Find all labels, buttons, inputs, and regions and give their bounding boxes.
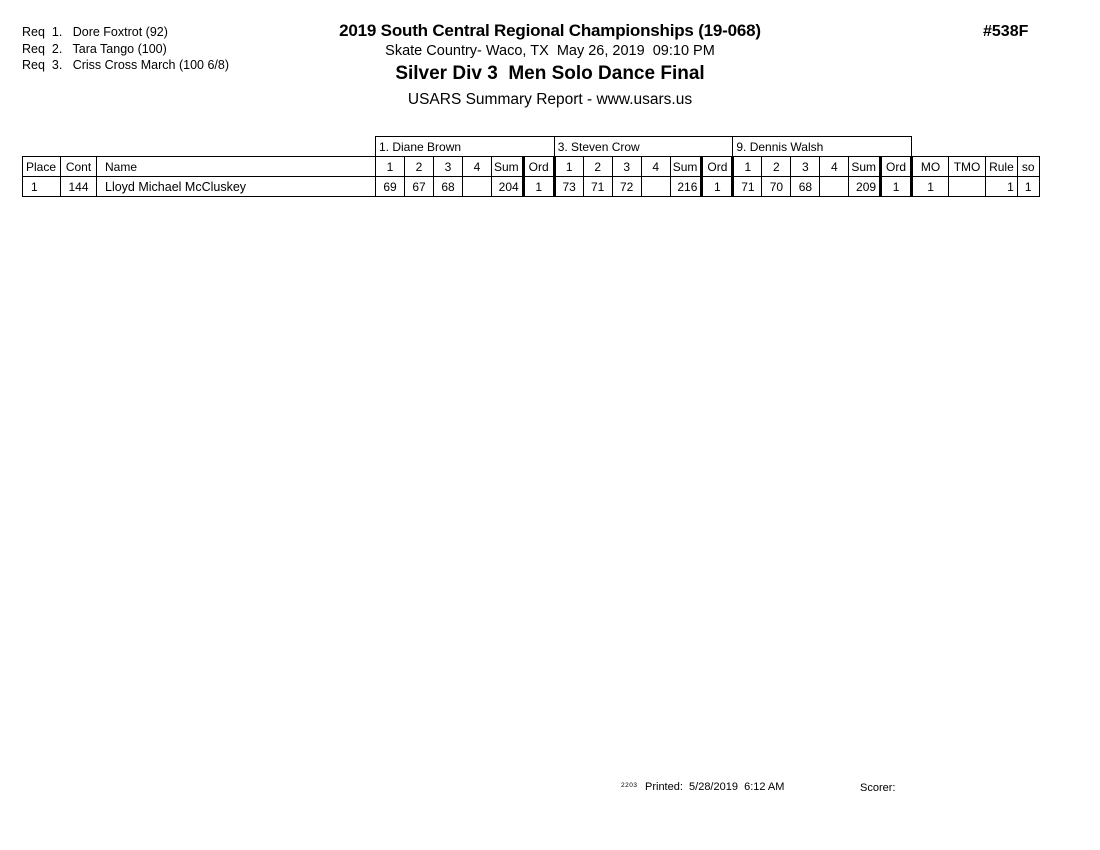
col-header-mo: MO — [912, 157, 949, 177]
j2-score-1: 73 — [554, 177, 583, 197]
j3-score-2: 70 — [762, 177, 791, 197]
j3-sum: 209 — [849, 177, 881, 197]
j1-sum: 204 — [492, 177, 524, 197]
judge-row-left-spacer — [23, 137, 376, 157]
col-header-j1-ord: Ord — [523, 157, 554, 177]
j3-score-4 — [820, 177, 849, 197]
j3-score-3: 68 — [791, 177, 820, 197]
col-header-so: so — [1017, 157, 1039, 177]
result-mo: 1 — [912, 177, 949, 197]
col-header-rule: Rule — [986, 157, 1018, 177]
col-header-place: Place — [23, 157, 61, 177]
j2-sum: 216 — [670, 177, 702, 197]
col-header-j3-ord: Ord — [881, 157, 912, 177]
result-skater-name: Lloyd Michael McCluskey — [97, 177, 376, 197]
j2-score-3: 72 — [612, 177, 641, 197]
result-cont-number: 144 — [61, 177, 97, 197]
requirement-line-2: Req 2. Tara Tango (100) — [22, 41, 167, 56]
judge-3-name: 9. Dennis Walsh — [733, 137, 912, 157]
scorer-label: Scorer: — [860, 782, 896, 794]
col-header-tmo: TMO — [949, 157, 986, 177]
col-header-j1-3: 3 — [434, 157, 463, 177]
col-header-j2-ord: Ord — [702, 157, 733, 177]
j2-ordinal: 1 — [702, 177, 733, 197]
form-number: #538F — [983, 23, 1029, 40]
j1-ordinal: 1 — [523, 177, 554, 197]
col-header-cont: Cont — [61, 157, 97, 177]
j1-score-2: 67 — [405, 177, 434, 197]
championship-title: 2019 South Central Regional Championships (19-068) — [339, 21, 761, 40]
version-number: 2203 — [621, 782, 638, 789]
column-header-row — [23, 157, 1040, 177]
col-header-j3-2: 2 — [762, 157, 791, 177]
j1-score-1: 69 — [376, 177, 405, 197]
result-so: 1 — [1017, 177, 1039, 197]
col-header-j1-2: 2 — [405, 157, 434, 177]
col-header-j1-1: 1 — [376, 157, 405, 177]
venue-date-line: Skate Country- Waco, TX May 26, 2019 09:10 PM — [385, 43, 715, 59]
judge-row-right-spacer — [912, 137, 1040, 157]
result-tmo — [949, 177, 986, 197]
judge-2-name: 3. Steven Crow — [554, 137, 733, 157]
result-place: 1 — [23, 177, 61, 197]
judge-1-name: 1. Diane Brown — [376, 137, 555, 157]
col-header-j2-2: 2 — [583, 157, 612, 177]
j2-score-4 — [641, 177, 670, 197]
printed-timestamp: Printed: 5/28/2019 6:12 AM — [645, 781, 785, 793]
j3-score-1: 71 — [733, 177, 762, 197]
result-rule: 1 — [986, 177, 1018, 197]
col-header-name: Name — [97, 157, 376, 177]
col-header-j2-4: 4 — [641, 157, 670, 177]
report-header — [0, 21, 1100, 109]
report-type-line: USARS Summary Report - www.usars.us — [407, 91, 693, 108]
requirement-line-1: Req 1. Dore Foxtrot (92) — [22, 25, 168, 39]
col-header-j3-3: 3 — [791, 157, 820, 177]
j3-ordinal: 1 — [881, 177, 912, 197]
col-header-j3-1: 1 — [733, 157, 762, 177]
event-title: Silver Div 3 Men Solo Dance Final — [395, 63, 705, 84]
j1-score-3: 68 — [434, 177, 463, 197]
judge-names-row — [23, 137, 1040, 157]
j1-score-4 — [463, 177, 492, 197]
col-header-j3-sum: Sum — [849, 157, 881, 177]
j2-score-2: 71 — [583, 177, 612, 197]
col-header-j2-3: 3 — [612, 157, 641, 177]
col-header-j1-4: 4 — [463, 157, 492, 177]
results-table — [22, 136, 1040, 197]
col-header-j3-4: 4 — [820, 157, 849, 177]
col-header-j2-1: 1 — [554, 157, 583, 177]
col-header-j1-sum: Sum — [492, 157, 524, 177]
col-header-j2-sum: Sum — [670, 157, 702, 177]
requirement-line-3: Req 3. Criss Cross March (100 6/8) — [22, 58, 230, 72]
result-row — [23, 177, 1040, 197]
